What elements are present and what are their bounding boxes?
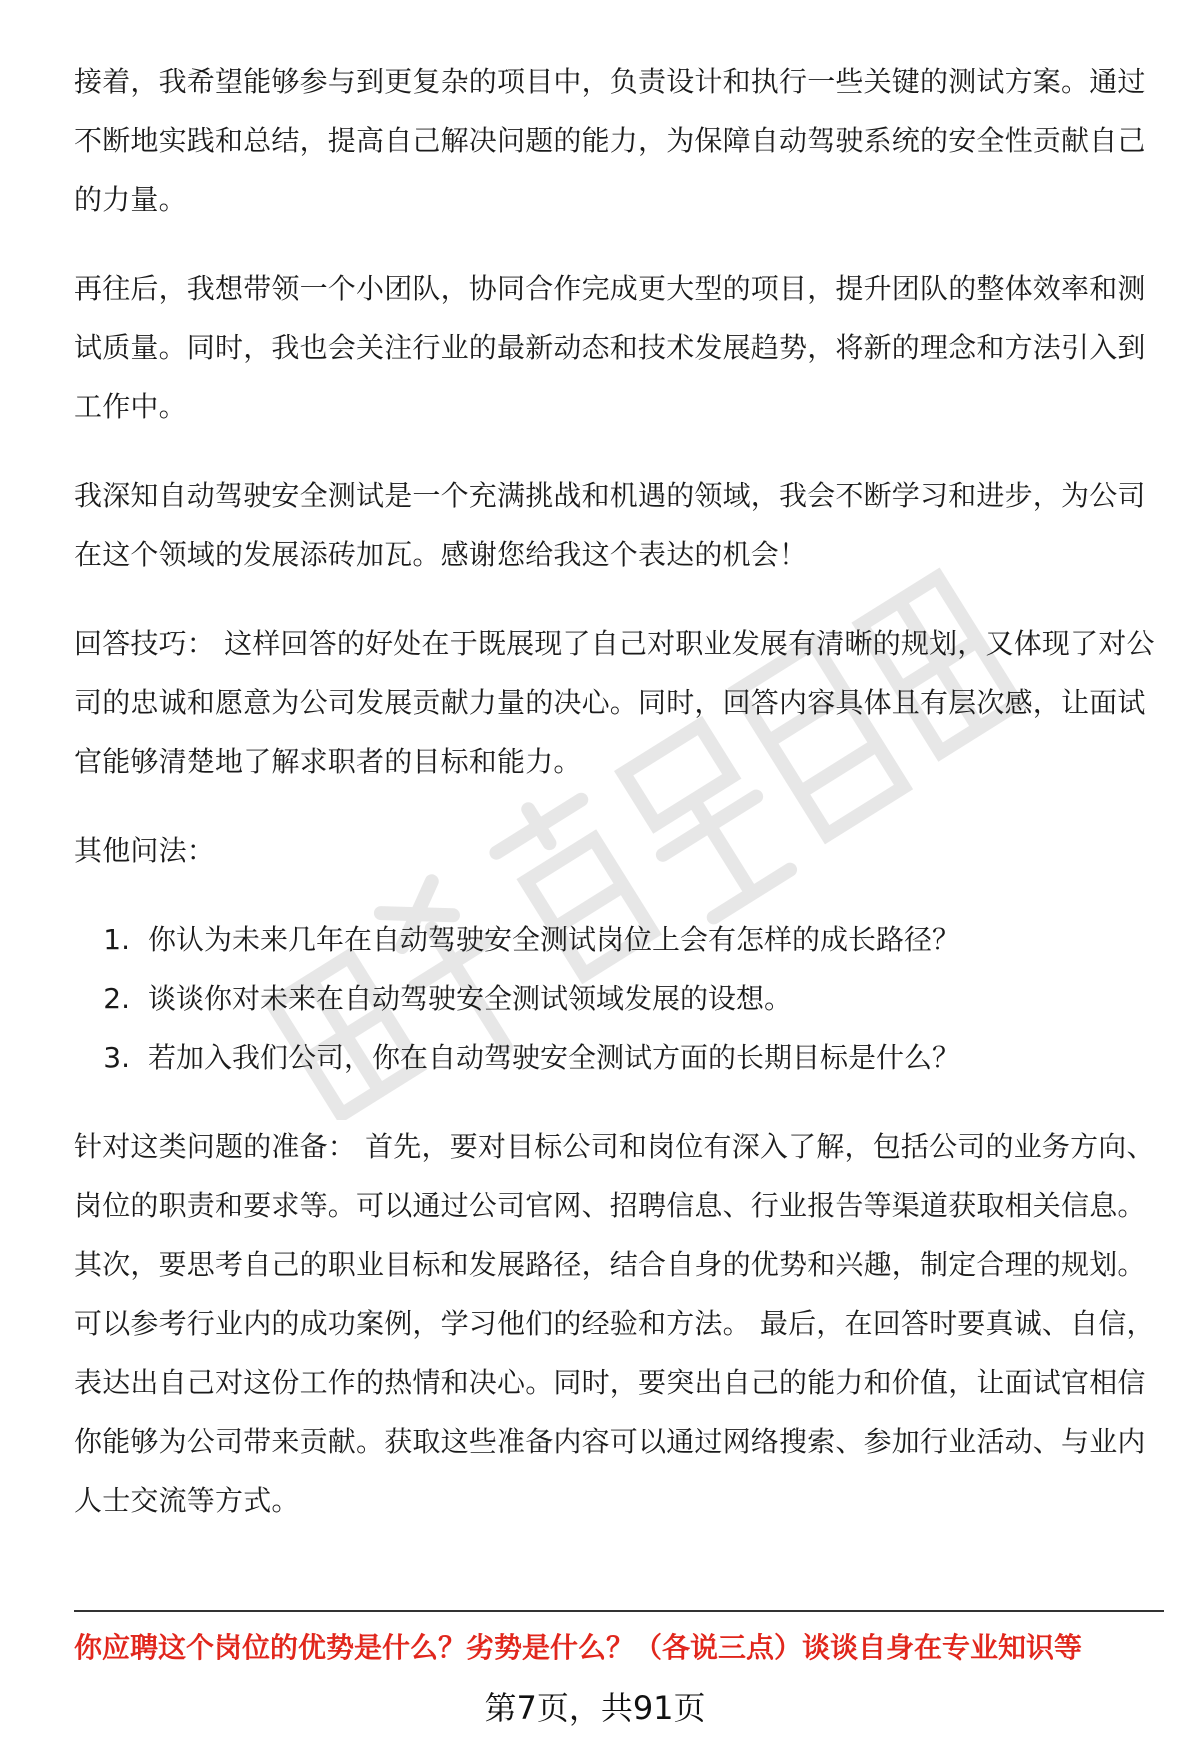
list-item-text: 谈谈你对未来在自动驾驶安全测试领域发展的设想。 — [148, 982, 793, 1015]
list-item — [74, 969, 1164, 1028]
list-item-text: 你认为未来几年在自动驾驶安全测试岗位上会有怎样的成长路径？ — [148, 923, 961, 956]
next-question-heading: 你应聘这个岗位的优势是什么？劣势是什么？（各说三点）谈谈自身在专业知识等 — [74, 1631, 1083, 1664]
paragraph-plan-later: 再往后，我想带领一个小团队，协同合作完成更大型的项目，提升团队的整体效率和测试质量。同时，我也会关注行业的最新动态和技术发展趋势，将新的理念和方法引入到工作中。 — [74, 272, 1146, 423]
paragraph-plan-next: 接着，我希望能够参与到更复杂的项目中，负责设计和执行一些关键的测试方案。通过不断地实践和总结，提高自己解决问题的能力，为保障自动驾驶系统的安全性贡献自己的力量。 — [74, 65, 1146, 216]
paragraph-preparation: 针对这类问题的准备： 首先，要对目标公司和岗位有深入了解，包括公司的业务方向、岗位的职责和要求等。可以通过公司官网、招聘信息、行业报告等渠道获取相关信息。 其次，要思考自己的职业目标和发展路径，结合自身的优势和兴趣，制定合理的规划。可以参考行业内的成功案例，学习他们的经验和方法。 最后，在回答时要真诚、自信，表达出自己对这份工作的热情和决心。同时，要突出自己的能力和价值，让面试官相信你能够为公司带来贡献。获取这些准备内容可以通过网络搜索、参加行业活动、与业内人士交流等方式。 — [74, 1130, 1155, 1517]
list-item — [74, 910, 1164, 969]
paragraph-answer-tips: 回答技巧： 这样回答的好处在于既展现了自己对职业发展有清晰的规划，又体现了对公司的忠诚和愿意为公司发展贡献力量的决心。同时，回答内容具体且有层次感，让面试官能够清楚地了解求职者的目标和能力。 — [74, 627, 1155, 778]
list-item-number: 2. — [103, 982, 130, 1015]
list-item-number: 3. — [103, 1041, 130, 1074]
other-questions-list — [74, 910, 1164, 1087]
other-questions-heading: 其他问法： — [74, 834, 216, 867]
list-item — [74, 1028, 1164, 1087]
page-number: 第7页，共91页 — [484, 1689, 706, 1727]
document-body — [74, 52, 1164, 1560]
list-item-text: 若加入我们公司，你在自动驾驶安全测试方面的长期目标是什么？ — [148, 1041, 961, 1074]
list-item-number: 1. — [103, 923, 130, 956]
section-divider — [74, 1610, 1164, 1612]
paragraph-closing: 我深知自动驾驶安全测试是一个充满挑战和机遇的领域，我会不断学习和进步，为公司在这个领域的发展添砖加瓦。感谢您给我这个表达的机会！ — [74, 479, 1146, 571]
